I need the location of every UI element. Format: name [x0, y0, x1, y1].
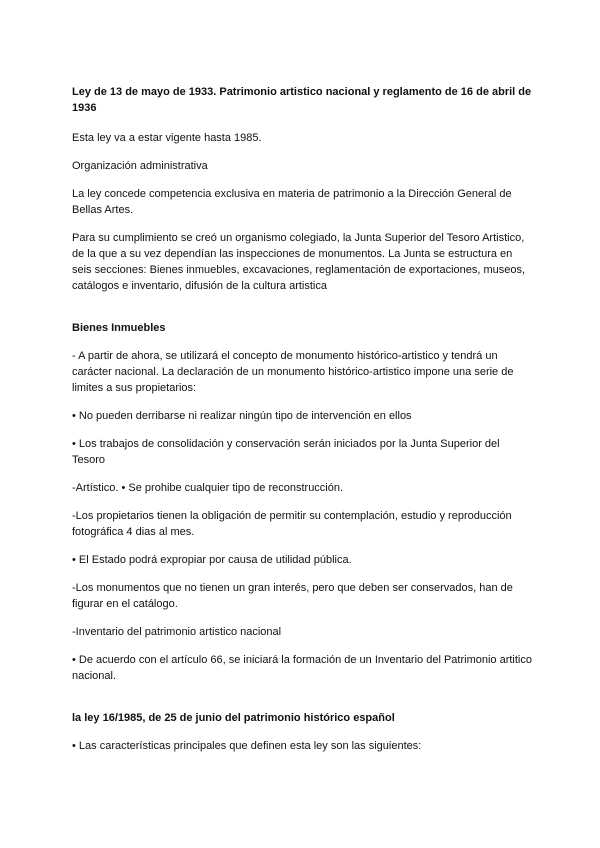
bullet-item: • Las características principales que definen esta ley son las siguientes: — [72, 740, 422, 752]
section-heading: Bienes Inmuebles — [72, 322, 166, 334]
paragraph: -Inventario del patrimonio artistico nacional — [72, 626, 282, 638]
bullet-item: • No pueden derribarse ni realizar ningún tipo de intervención en ellos — [72, 410, 412, 422]
paragraph: Esta ley va a estar vigente hasta 1985. — [72, 132, 262, 144]
paragraph: - A partir de ahora, se utilizará el concepto de monumento histórico-artistico y tendrá un carácter nacional. La declaración de un monumento histórico-artistico impone una serie de limites a sus propietarios: — [72, 350, 514, 394]
bullet-item: • El Estado podrá expropiar por causa de utilidad pública. — [72, 554, 352, 566]
paragraph: Para su cumplimiento se creó un organismo colegiado, la Junta Superior del Tesoro Artistico, de la que a su vez dependían las inspecciones de monumentos. La Junta se estructura en seis secciones: Bienes inmuebles, excavaciones, reglamentación de exportaciones, museos, catálogos e inventario, difusión de la cultura artistica — [72, 232, 526, 292]
paragraph: La ley concede competencia exclusiva en materia de patrimonio a la Dirección General de Bellas Artes. — [72, 188, 512, 216]
section-heading: la ley 16/1985, de 25 de junio del patrimonio histórico español — [72, 712, 395, 724]
bullet-item: • De acuerdo con el artículo 66, se iniciará la formación de un Inventario del Patrimonio artitico nacional. — [72, 654, 532, 682]
bullet-item: • Los trabajos de consolidación y conservación serán iniciados por la Junta Superior del Tesoro — [72, 438, 500, 466]
paragraph: Organización administrativa — [72, 160, 208, 172]
paragraph: -Artístico. • Se prohibe cualquier tipo de reconstrucción. — [72, 482, 344, 494]
document-page — [72, 84, 532, 754]
paragraph: -Los propietarios tienen la obligación de permitir su contemplación, estudio y reproducción fotográfica 4 dias al mes. — [72, 510, 512, 538]
document-title: Ley de 13 de mayo de 1933. Patrimonio artistico nacional y reglamento de 16 de abril de 1936 — [72, 86, 532, 114]
paragraph: -Los monumentos que no tienen un gran interés, pero que deben ser conservados, han de figurar en el catálogo. — [72, 582, 513, 610]
